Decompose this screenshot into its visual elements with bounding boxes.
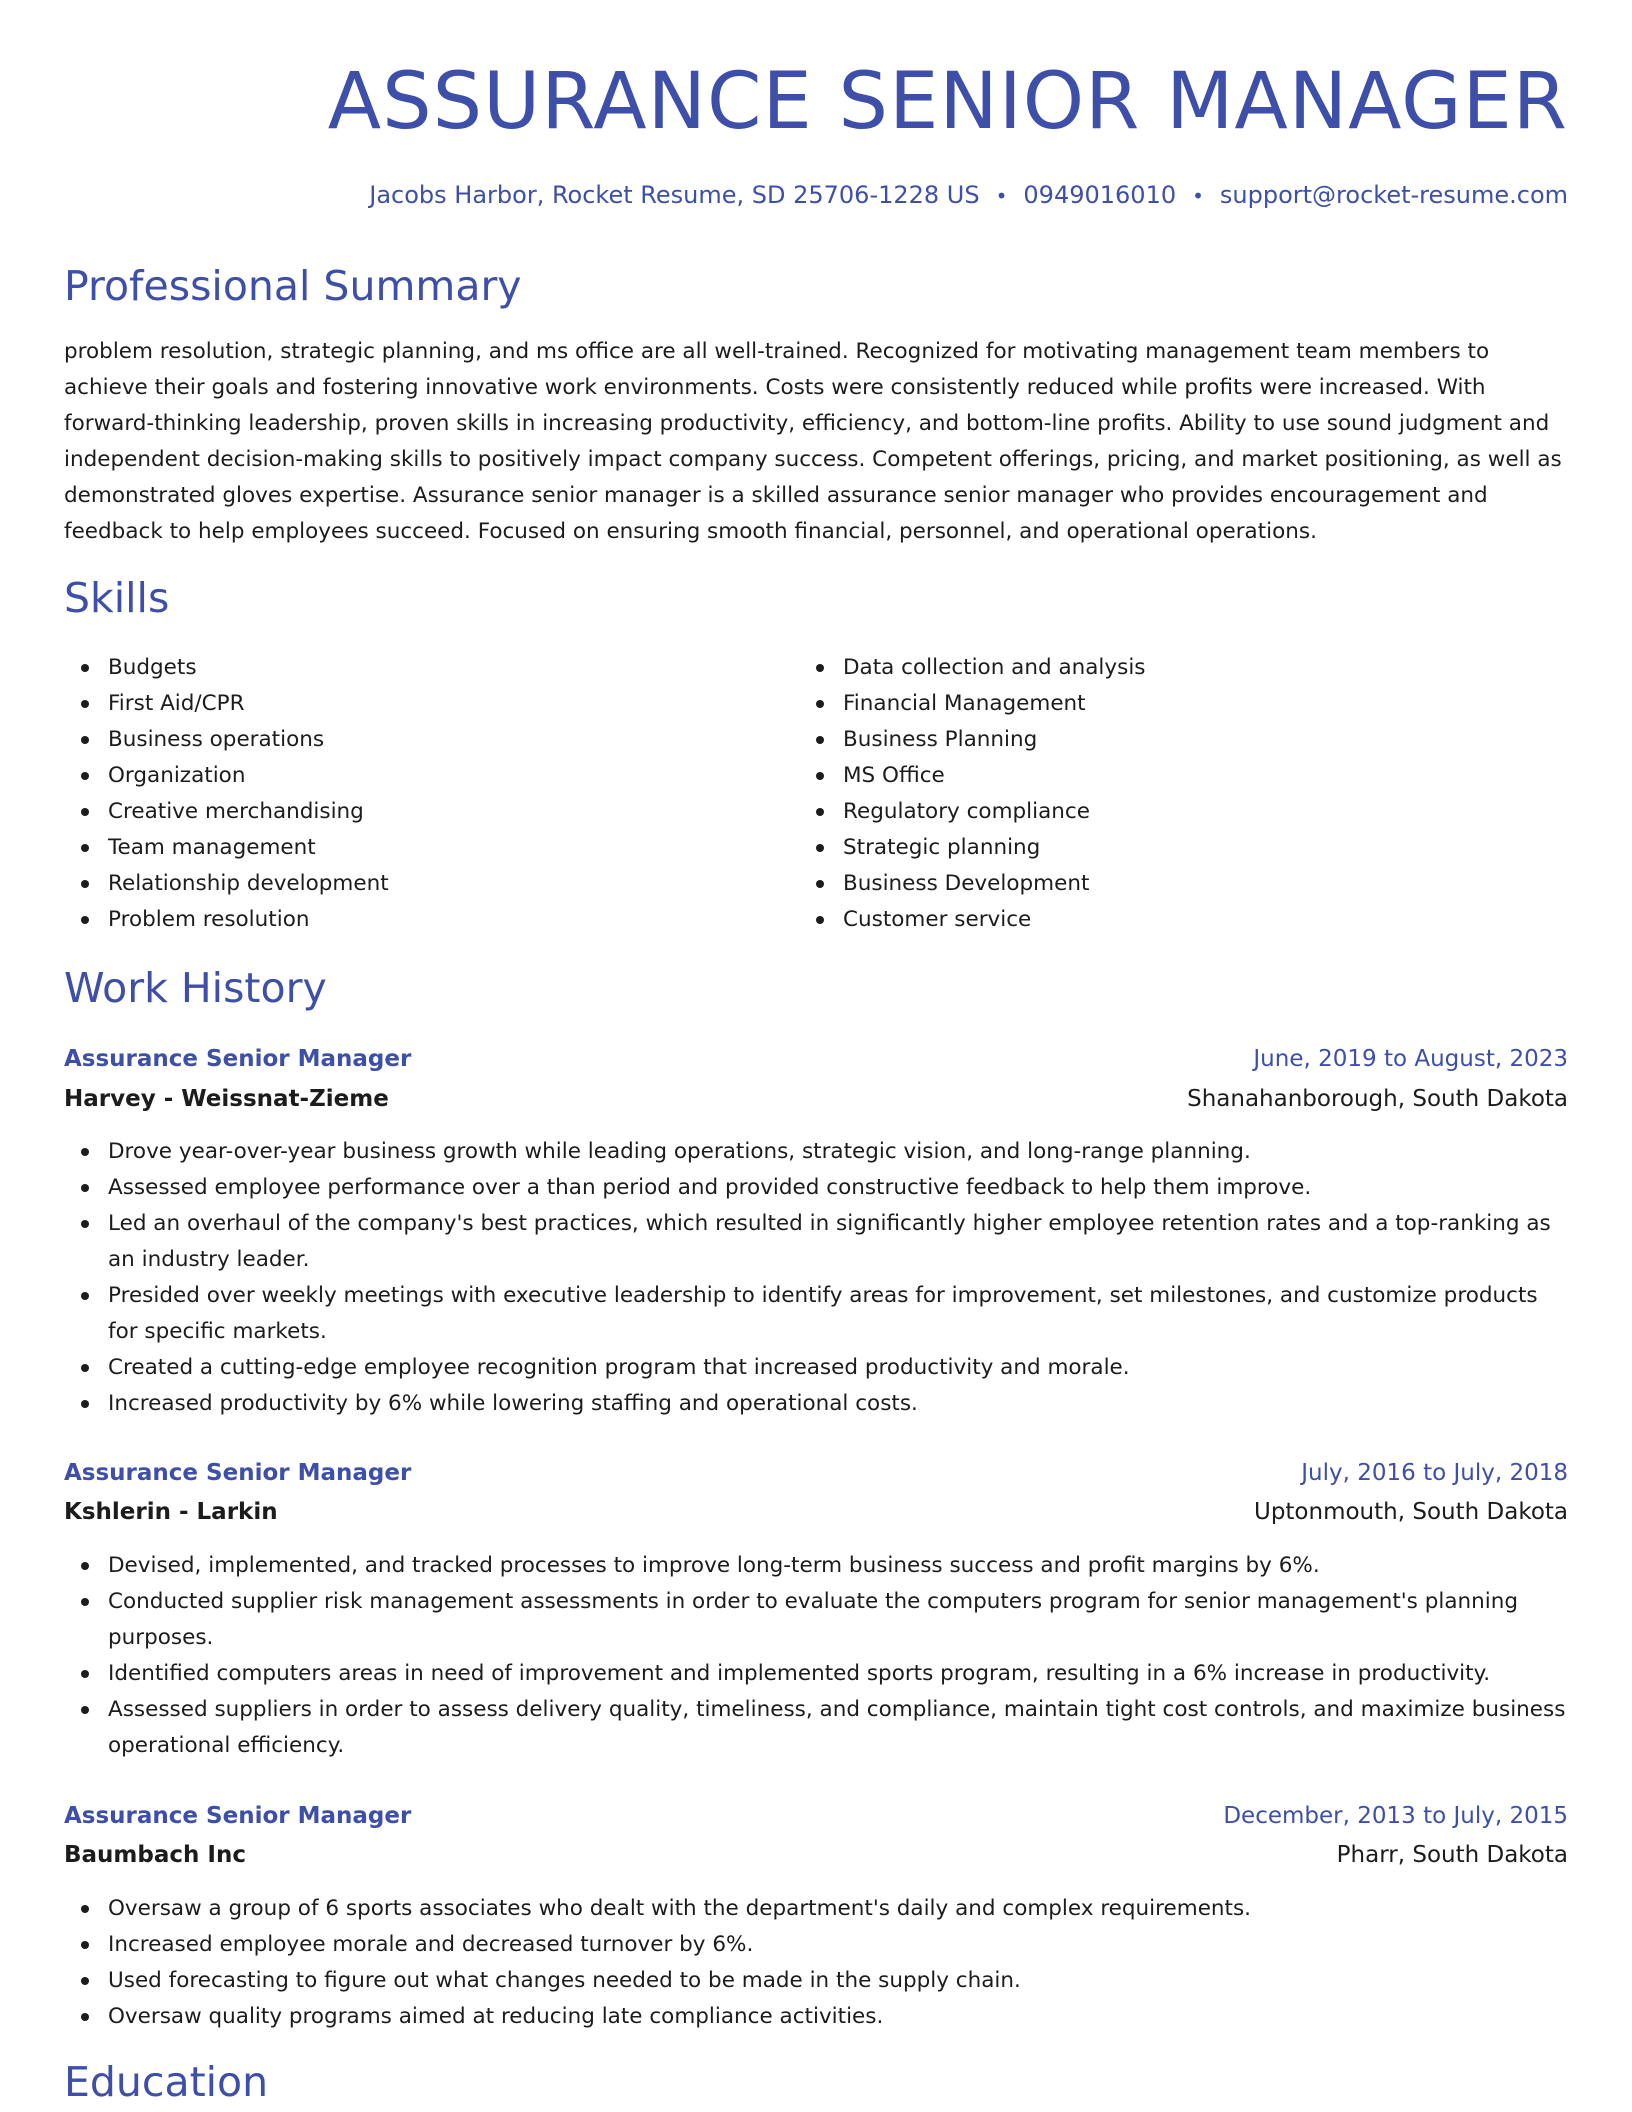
- job-duties-list: [64, 1891, 1568, 2035]
- summary-text: problem resolution, strategic planning, and ms office are all well-trained. Recognized for motivating management team members to achieve their goals and fostering innovative work environments. Costs were consistently reduced while profits were increased. With forward-thinking leadership, proven skills in increasing productivity, efficiency, and bottom-line profits. Ability to use sound judgment and independent decision-making skills to positively impact company success. Competent offerings, pricing, and market positioning, as well as demonstrated gloves expertise. Assurance senior manager is a skilled assurance senior manager who provides encouragement and feedback to help employees succeed. Focused on ensuring smooth financial, personnel, and operational operations.: [64, 339, 1562, 544]
- job-dates: June, 2019 to August, 2023: [1253, 1046, 1568, 1072]
- job-duty-item: Presided over weekly meetings with executive leadership to identify areas for improvement, set milestones, and customize products for specific markets.: [64, 1278, 1568, 1350]
- job-location: Uptonmouth, South Dakota: [1253, 1499, 1568, 1525]
- contact-line: [369, 178, 1568, 213]
- job-location: Pharr, South Dakota: [1336, 1842, 1568, 1868]
- skill-item: Problem resolution: [64, 902, 764, 938]
- skill-item: Budgets: [64, 650, 764, 686]
- skill-item: MS Office: [799, 758, 1499, 794]
- job-duty-item: Identified computers areas in need of improvement and implemented sports program, resulting in a 6% increase in productivity.: [64, 1656, 1568, 1692]
- job-duty-item: Assessed employee performance over a than period and provided constructive feedback to help them improve.: [64, 1170, 1568, 1206]
- job-duty-item: Increased productivity by 6% while lowering staffing and operational costs.: [64, 1386, 1568, 1422]
- skill-item: Regulatory compliance: [799, 794, 1499, 830]
- skills-list-left: [64, 650, 764, 938]
- section-title-skills: Skills: [64, 574, 170, 622]
- job-duty-item: Assessed suppliers in order to assess delivery quality, timeliness, and compliance, maintain tight cost controls, and maximize business operational efficiency.: [64, 1692, 1568, 1764]
- skill-item: First Aid/CPR: [64, 686, 764, 722]
- contact-address: Jacobs Harbor, Rocket Resume, SD 25706-1228 US: [369, 181, 980, 209]
- job-duties-list: [64, 1134, 1568, 1422]
- skill-item: Data collection and analysis: [799, 650, 1499, 686]
- job-duty-item: Used forecasting to figure out what changes needed to be made in the supply chain.: [64, 1963, 1568, 1999]
- skill-item: Strategic planning: [799, 830, 1499, 866]
- job-duty-item: Oversaw a group of 6 sports associates who dealt with the department's daily and complex requirements.: [64, 1891, 1568, 1927]
- skill-item: Business Planning: [799, 722, 1499, 758]
- job-duty-item: Increased employee morale and decreased turnover by 6%.: [64, 1927, 1568, 1963]
- candidate-name: ASSURANCE SENIOR MANAGER: [327, 57, 1568, 147]
- skill-item: Business Development: [799, 866, 1499, 902]
- contact-separator: •: [995, 184, 1008, 208]
- job-location: Shanahanborough, South Dakota: [1187, 1086, 1568, 1112]
- job-company: Baumbach Inc: [64, 1842, 246, 1868]
- job-duty-item: Created a cutting-edge employee recognition program that increased productivity and morale.: [64, 1350, 1568, 1386]
- skills-list-right: [799, 650, 1499, 938]
- job-duties-list: [64, 1548, 1568, 1764]
- skill-item: Team management: [64, 830, 764, 866]
- section-title-summary: Professional Summary: [64, 262, 522, 310]
- contact-email[interactable]: support@rocket-resume.com: [1219, 181, 1568, 209]
- contact-phone: 0949016010: [1023, 181, 1177, 209]
- section-title-work-history: Work History: [64, 964, 327, 1012]
- job-duty-item: Conducted supplier risk management assessments in order to evaluate the computers program for senior management's planning purposes.: [64, 1584, 1568, 1656]
- section-title-education: Education: [64, 2058, 269, 2106]
- skill-item: Organization: [64, 758, 764, 794]
- job-duty-item: Led an overhaul of the company's best practices, which resulted in significantly higher employee retention rates and a top-ranking as an industry leader.: [64, 1206, 1568, 1278]
- job-duty-item: Devised, implemented, and tracked processes to improve long-term business success and profit margins by 6%.: [64, 1548, 1568, 1584]
- skill-item: Customer service: [799, 902, 1499, 938]
- skill-item: Creative merchandising: [64, 794, 764, 830]
- job-title: Assurance Senior Manager: [64, 1046, 412, 1072]
- job-company: Kshlerin - Larkin: [64, 1499, 278, 1525]
- contact-separator: •: [1192, 184, 1204, 208]
- job-title: Assurance Senior Manager: [64, 1460, 412, 1486]
- skill-item: Financial Management: [799, 686, 1499, 722]
- job-duty-item: Oversaw quality programs aimed at reducing late compliance activities.: [64, 1999, 1568, 2035]
- job-company: Harvey - Weissnat-Zieme: [64, 1086, 389, 1112]
- job-dates: July, 2016 to July, 2018: [1301, 1460, 1568, 1486]
- skill-item: Relationship development: [64, 866, 764, 902]
- job-dates: December, 2013 to July, 2015: [1223, 1803, 1568, 1829]
- job-title: Assurance Senior Manager: [64, 1803, 412, 1829]
- job-duty-item: Drove year-over-year business growth while leading operations, strategic vision, and long-range planning.: [64, 1134, 1568, 1170]
- skill-item: Business operations: [64, 722, 764, 758]
